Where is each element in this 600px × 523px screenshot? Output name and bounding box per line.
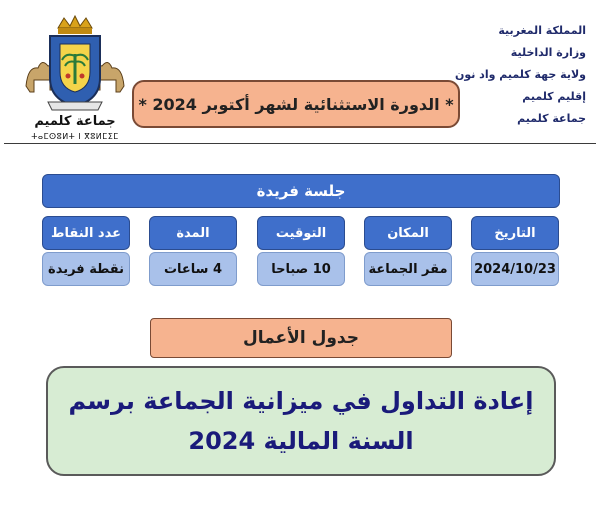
schedule-value-place: مقر الجماعة	[364, 252, 452, 286]
logo-tifinagh-text: ⵜⴰⵎⵙⵓⵍⵜ ⵏ ⴳⵓⵍⵎⵉⵎ	[31, 132, 119, 141]
schedule-header-place: المكان	[364, 216, 452, 250]
session-banner: * الدورة الاستثنائية لشهر أكتوبر 2024 *	[132, 80, 460, 128]
agenda-title: جدول الأعمال	[150, 318, 452, 358]
agenda-item: إعادة التداول في ميزانية الجماعة برسم السنة المالية 2024	[68, 387, 534, 455]
header-line-kingdom: المملكة المغربية	[498, 24, 586, 37]
header-line-region: ولاية جهة كلميم واد نون	[454, 68, 586, 81]
coat-of-arms-icon	[20, 14, 130, 114]
schedule-value-time: 10 صباحا	[257, 252, 345, 286]
agenda-box	[46, 366, 556, 476]
schedule-header-duration: المدة	[149, 216, 237, 250]
municipal-logo	[20, 14, 130, 141]
header-line-province: إقليم كلميم	[522, 90, 586, 103]
schedule-header-points: عدد النقاط	[42, 216, 130, 250]
schedule-value-date: 2024/10/23	[471, 252, 559, 286]
schedule-header-date: التاريخ	[471, 216, 559, 250]
session-type-bar: جلسة فريدة	[42, 174, 560, 208]
schedule-value-points: نقطة فريدة	[42, 252, 130, 286]
logo-arabic-text: جماعة كلميم	[34, 114, 116, 129]
schedule-header-time: التوقيت	[257, 216, 345, 250]
schedule-value-duration: 4 ساعات	[149, 252, 237, 286]
header-line-commune: جماعة كلميم	[517, 112, 586, 125]
header-line-ministry: وزارة الداخلية	[510, 46, 586, 59]
header-divider	[4, 143, 596, 144]
